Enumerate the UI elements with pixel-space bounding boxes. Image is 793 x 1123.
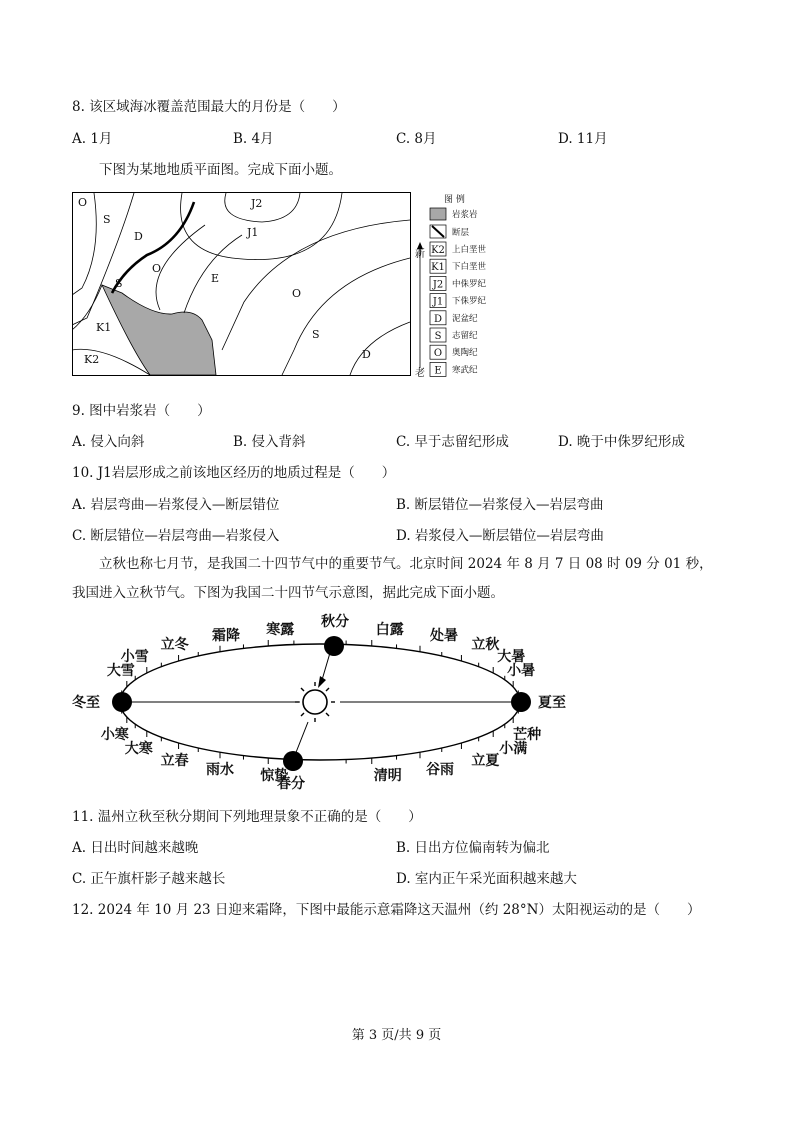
q8-option-b: B. 4月	[233, 131, 274, 147]
stratum-label: O	[292, 287, 302, 300]
term-label: 大雪	[106, 662, 135, 679]
stratum-label: J2	[251, 197, 263, 210]
question-8-stem: 8. 该区域海冰覆盖范围最大的月份是（ ）	[72, 99, 346, 115]
term-label: 大暑	[497, 649, 526, 665]
q10-option-b: B. 断层错位—岩浆侵入—岩层弯曲	[396, 497, 604, 513]
term-label: 立冬	[160, 636, 189, 653]
question-10-stem: 10. J1岩层形成之前该地区经历的地质过程是（ ）	[72, 465, 396, 481]
q8-option-c: C. 8月	[396, 131, 437, 147]
term-label: 处暑	[430, 627, 458, 644]
q10-option-c: C. 断层错位—岩层弯曲—岩浆侵入	[72, 528, 280, 544]
legend-symbol: E	[434, 365, 442, 377]
legend-label: 岩浆岩	[452, 210, 478, 220]
term-label: 立夏	[471, 753, 500, 770]
term-label: 秋分	[321, 614, 349, 630]
legend-symbol: K2	[431, 245, 445, 256]
stratum-label: S	[103, 213, 111, 226]
term-label: 大寒	[124, 741, 153, 757]
q9-option-c: C. 早于志留纪形成	[396, 434, 509, 450]
q11-option-a: A. 日出时间越来越晚	[72, 840, 199, 856]
q11-option-d: D. 室内正午采光面积越来越大	[396, 871, 577, 887]
legend-symbol: K1	[431, 262, 445, 274]
q9-option-d: D. 晚于中侏罗纪形成	[558, 434, 685, 450]
stratum-label: O	[78, 196, 88, 209]
q9-option-b: B. 侵入背斜	[233, 434, 306, 450]
term-label: 寒露	[266, 621, 295, 638]
term-label: 芒种	[513, 727, 542, 744]
term-label: 惊蛰	[260, 768, 289, 785]
legend-symbol: S	[434, 331, 442, 342]
winter-solstice-point	[112, 692, 132, 712]
legend-label: 奥陶纪	[452, 348, 478, 359]
q11-option-c: C. 正午旗杆影子越来越长	[72, 871, 226, 887]
stratum-label: E	[211, 272, 220, 285]
stratum-label: K1	[96, 321, 112, 334]
sun-icon	[295, 682, 335, 722]
legend-label: 寒武纪	[452, 365, 478, 376]
solar-intro: 立秋也称七月节，是我国二十四节气中的重要节气。北京时间 2024 年 8 月 7 日 08 时 09 分 01 秒，我国进入立秋节气。下图为我国二十四节气示意图，据此完成下面小题。	[72, 556, 713, 601]
legend-label: 泥盆纪	[452, 313, 478, 324]
question-11-stem: 11. 温州立秋至秋分期间下列地理景象不正确的是（ ）	[72, 809, 422, 825]
legend-label: 志留纪	[452, 331, 478, 341]
page-footer: 第 3 页/共 9 页	[351, 1028, 442, 1043]
stratum-label: J1	[247, 226, 259, 239]
term-label: 立春	[160, 753, 189, 770]
question-12-stem: 12. 2024 年 10 月 23 日迎来霜降，下图中最能示意霜降这天温州（约 28°N）太阳视运动的是（ ）	[72, 902, 701, 918]
term-label: 小寒	[100, 727, 129, 744]
legend-new-label: 新	[415, 249, 425, 260]
q10-option-d: D. 岩浆侵入—断层错位—岩层弯曲	[396, 528, 604, 544]
stratum-label: S	[115, 277, 123, 290]
legend-label: 上白垩世	[452, 245, 487, 255]
legend-label: 下侏罗纪	[452, 296, 487, 307]
legend-label: 中侏罗纪	[452, 279, 487, 290]
term-label: 小暑	[507, 662, 536, 679]
stratum-label: D	[134, 230, 143, 243]
legend-label: 断层	[452, 228, 470, 238]
q9-option-a: A. 侵入向斜	[72, 434, 145, 450]
term-label: 清明	[373, 768, 402, 785]
geo-intro: 下图为某地地质平面图。完成下面小题。	[99, 162, 342, 178]
autumn-equinox-point	[324, 636, 344, 656]
legend-old-label: 老	[415, 368, 425, 379]
term-label: 白露	[375, 621, 404, 638]
legend-symbol: O	[433, 348, 443, 360]
term-label: 小满	[499, 741, 528, 757]
term-label: 雨水	[206, 762, 234, 779]
term-label: 夏至	[538, 695, 566, 711]
geologic-map	[72, 190, 502, 385]
term-label: 春分	[277, 776, 305, 792]
magma-swatch	[430, 208, 446, 220]
summer-solstice-point	[511, 692, 531, 712]
legend-label: 下白垩世	[452, 262, 487, 273]
stratum-label: K2	[84, 353, 100, 366]
q11-option-b: B. 日出方位偏南转为偏北	[396, 840, 550, 856]
q8-option-d: D. 11月	[558, 131, 608, 147]
stratum-label: S	[312, 328, 320, 341]
stratum-label: D	[362, 348, 371, 361]
legend-symbol: D	[433, 313, 443, 325]
q10-option-a: A. 岩层弯曲—岩浆侵入—断层错位	[72, 497, 280, 513]
q8-option-a: A. 1月	[72, 131, 113, 147]
term-label: 谷雨	[426, 762, 454, 779]
legend-title: 图 例	[444, 195, 465, 205]
question-9-stem: 9. 图中岩浆岩（ ）	[72, 403, 211, 419]
legend-symbol: J1	[432, 296, 444, 308]
stratum-label: O	[152, 262, 162, 275]
legend-symbol: J2	[432, 279, 444, 291]
solar-terms-diagram	[70, 610, 590, 795]
term-label: 小雪	[120, 649, 149, 665]
term-label: 霜降	[212, 627, 240, 644]
term-label: 冬至	[72, 695, 100, 711]
term-label: 立秋	[471, 636, 500, 653]
